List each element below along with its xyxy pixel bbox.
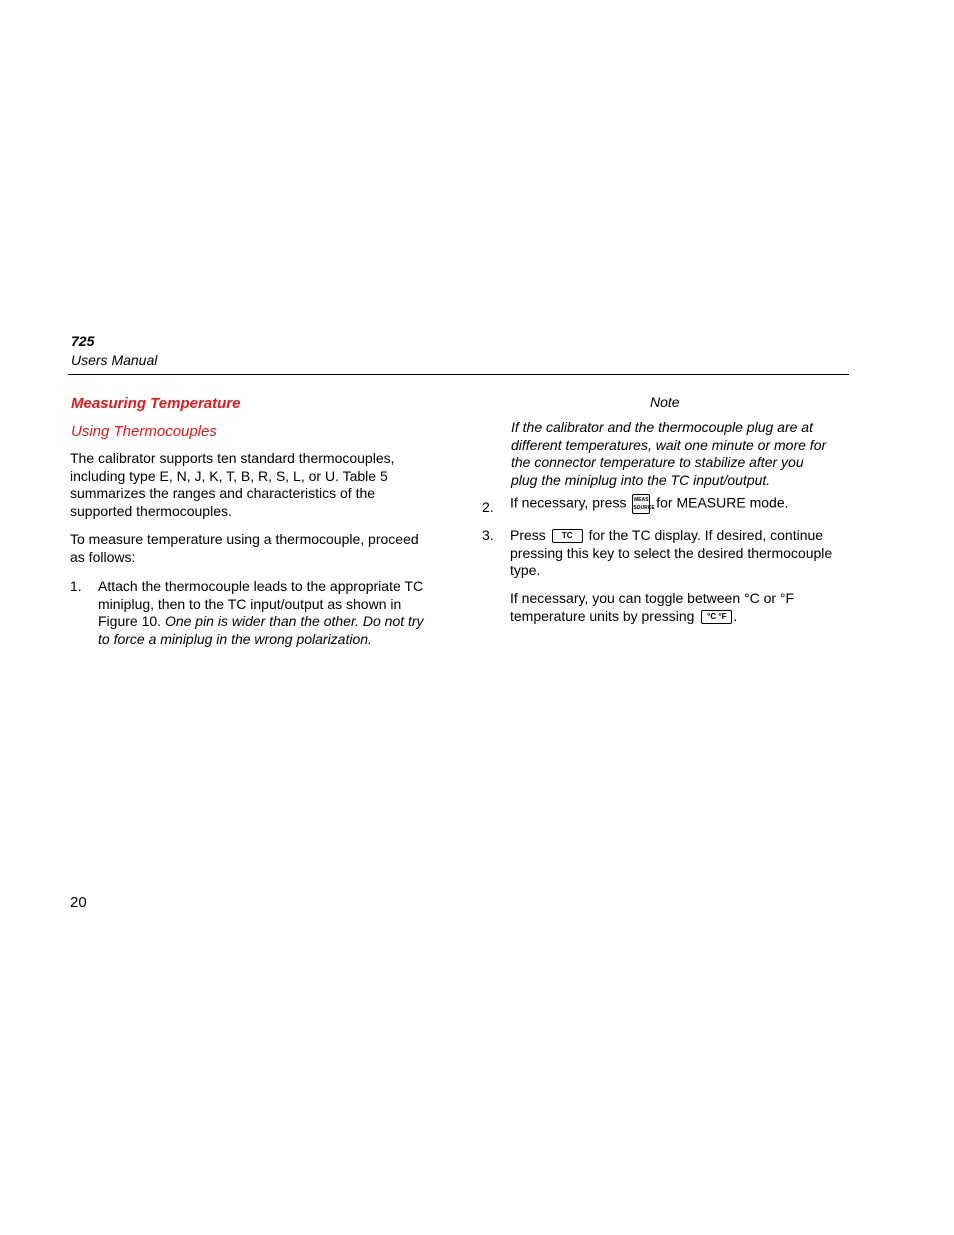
step-3-after: for the TC display. If desired, continue pressing this key to select the desired thermocouple type. (510, 527, 833, 578)
tc-key-icon: TC (552, 529, 583, 543)
step-3-text (510, 527, 840, 580)
step-1-number: 1. (70, 578, 82, 594)
step-2-number: 2. (482, 499, 494, 515)
page-number: 20 (70, 894, 87, 911)
step-3-before: Press (510, 527, 550, 543)
step-2-after: for MEASURE mode. (652, 494, 789, 511)
units-before: If necessary, you can toggle between °C or °F temperature units by pressing (510, 590, 795, 624)
units-paragraph (510, 590, 840, 625)
step-1-caution: One pin is wider than the other. Do not try to force a miniplug in the wrong polarization. (98, 613, 424, 647)
celsius-fahrenheit-key-icon: °C °F (701, 610, 732, 624)
note-title: Note (650, 394, 680, 410)
step-1-text (98, 578, 438, 648)
step-3-number: 3. (482, 527, 494, 543)
step-1-instruction: Attach the thermocouple leads to the appropriate TC miniplug, then to the TC input/output as shown in Figure 10. (98, 578, 424, 629)
units-after: . (733, 607, 738, 624)
header-divider (68, 374, 849, 375)
step-2-text (510, 494, 840, 514)
note-text: If the calibrator and the thermocouple plug are at different temperatures, wait one minute or more for the connector temperature to stabilize after you plug the miniplug into the TC input/output. (511, 419, 827, 488)
meas-key-bottom-label: SOURCE (633, 505, 655, 511)
meas-key-top-label: MEAS (634, 497, 649, 503)
intro-paragraph: The calibrator supports ten standard thermocouples, including type E, N, J, K, T, B, R, S, L, or U. Table 5 summarizes the ranges and characteristics of the supported thermocouples. (70, 450, 395, 519)
step-2-before: If necessary, press (510, 494, 631, 511)
manual-title: Users Manual (71, 352, 158, 368)
section-subheading: Using Thermocouples (71, 423, 217, 440)
model-number: 725 (71, 333, 95, 349)
procedure-intro: To measure temperature using a thermocouple, proceed as follows: (70, 531, 419, 565)
section-heading: Measuring Temperature (71, 395, 241, 412)
meas-source-key-icon (632, 494, 655, 514)
